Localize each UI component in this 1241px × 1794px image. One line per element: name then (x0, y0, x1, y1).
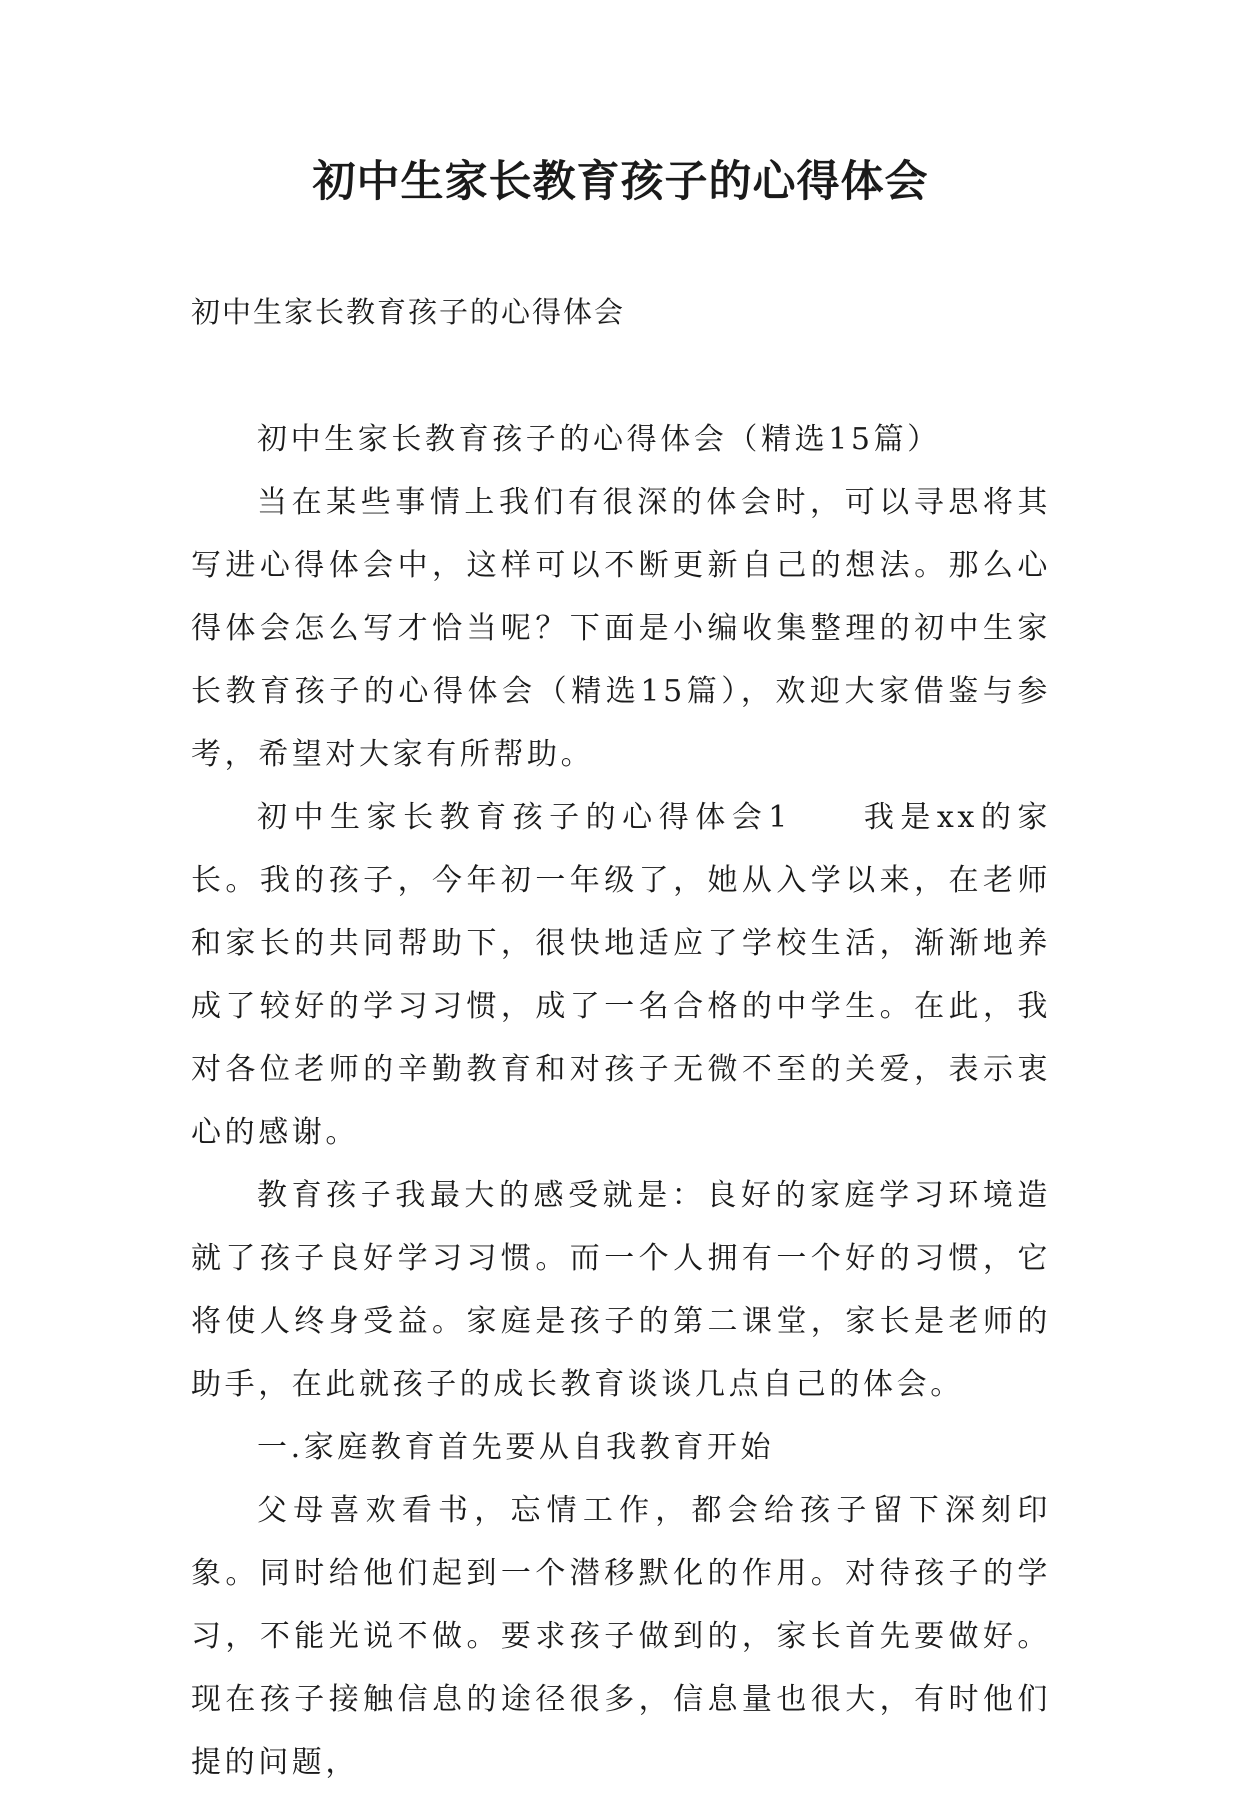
intro-paragraph: 当在某些事情上我们有很深的体会时，可以寻思将其写进心得体会中，这样可以不断更新自己的想法。那么心得体会怎么写才恰当呢？下面是小编收集整理的初中生家长教育孩子的心得体会（精选15篇），欢迎大家借鉴与参考，希望对大家有所帮助。 (191, 485, 1051, 772)
document-subtitle: 初中生家长教育孩子的心得体会 (191, 295, 626, 329)
body-paragraph: 父母喜欢看书，忘情工作，都会给孩子留下深刻印象。同时给他们起到一个潜移默化的作用。对待孩子的学习，不能光说不做。要求孩子做到的，家长首先要做好。现在孩子接触信息的途径很多，信息量也很大，有时他们提的问题， (191, 1493, 1051, 1780)
essay-1-heading: 初中生家长教育孩子的心得体会1 (257, 800, 791, 835)
essay-1-paragraph (191, 786, 1051, 1164)
document-title: 初中生家长教育孩子的心得体会 (312, 157, 929, 207)
body-paragraph: 教育孩子我最大的感受就是：良好的家庭学习环境造就了孩子良好学习习惯。而一个人拥有一个好的习惯，它将使人终身受益。家庭是孩子的第二课堂，家长是老师的助手，在此就孩子的成长教育谈谈几点自己的体会。 (191, 1178, 1051, 1402)
collection-heading: 初中生家长教育孩子的心得体会（精选15篇） (257, 422, 941, 457)
essay-1-text: 我是xx的家长。我的孩子，今年初一年级了，她从入学以来，在老师和家长的共同帮助下，很快地适应了学校生活，渐渐地养成了较好的学习习惯，成了一名合格的中学生。在此，我对各位老师的辛勤教育和对孩子无微不至的关爱，表示衷心的感谢。 (191, 800, 1051, 1150)
document-body (191, 408, 1051, 1794)
section-heading: 一.家庭教育首先要从自我教育开始 (257, 1430, 775, 1465)
